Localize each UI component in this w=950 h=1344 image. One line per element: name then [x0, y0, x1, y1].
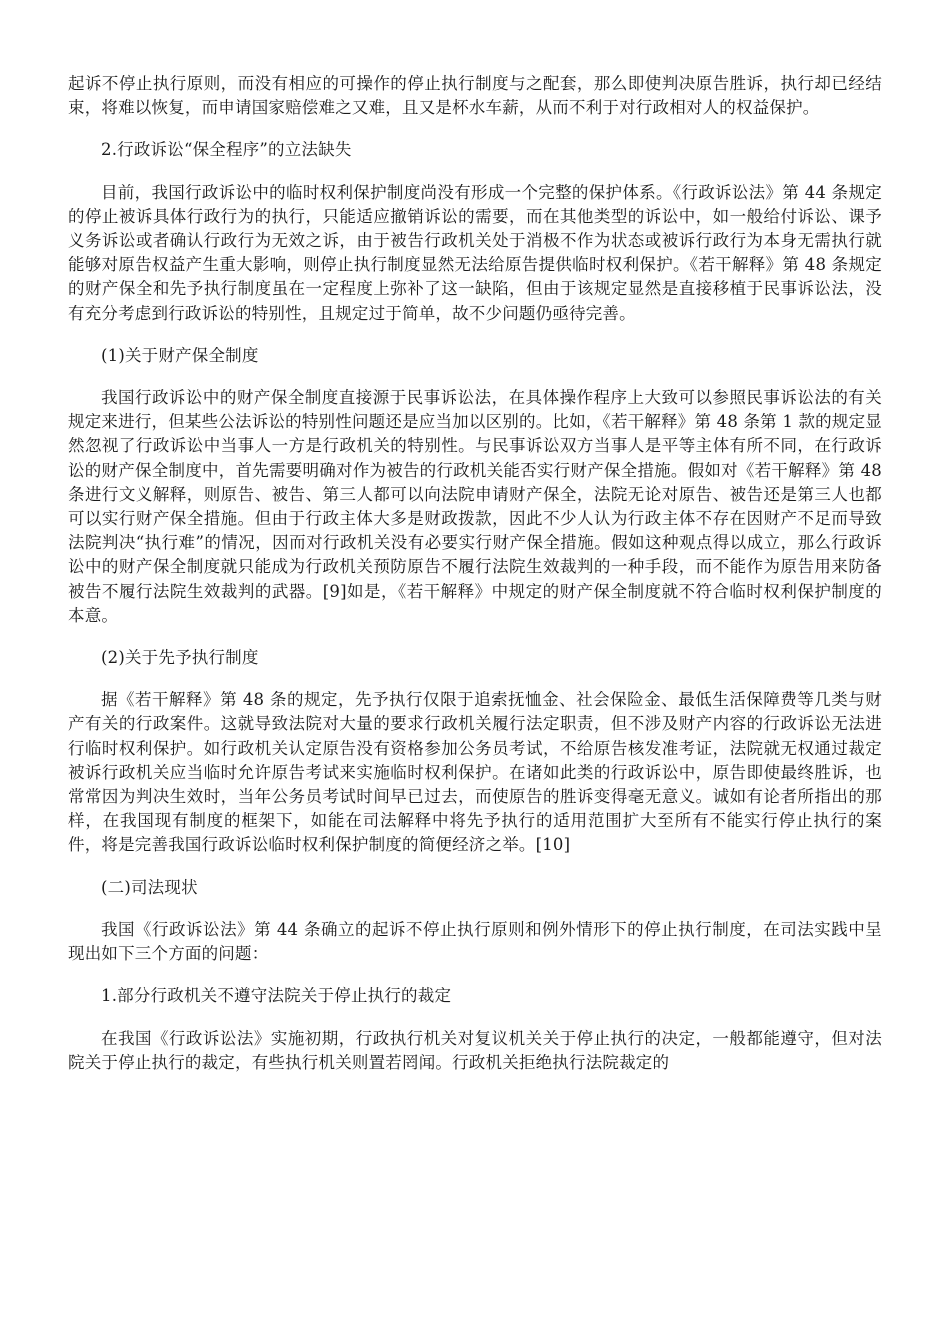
subheading-noncompliance: 1.部分行政机关不遵守法院关于停止执行的裁定	[101, 986, 452, 1006]
subheading-advance-execution: (2)关于先予执行制度	[101, 648, 259, 668]
paragraph-noncompliance: 在我国《行政诉讼法》实施初期，行政执行机关对复议机关关于停止执行的决定，一般都能遵守，但对法院关于停止执行的裁定，有些执行机关则置若罔闻。行政机关拒绝执行法院裁定的	[68, 1028, 882, 1072]
paragraph-temporary-protection: 目前，我国行政诉讼中的临时权利保护制度尚没有形成一个完整的保护体系。《行政诉讼法》第 44 条规定的停止被诉具体行政行为的执行，只能适应撤销诉讼的需要，而在其他类型的诉讼中，如一般给付诉讼、课予义务诉讼或者确认行政行为无效之诉，由于被告行政机关处于消极不作为状态或被诉行政行为本身无需执行就能够对原告权益产生重大影响，则停止执行制度显然无法给原告提供临时权利保护。《若干解释》第 48 条规定的财产保全和先予执行制度虽在一定程度上弥补了这一缺陷，但由于该规定显然是直接移植于民事诉讼法，没有充分考虑到行政诉讼的特别性，且规定过于简单，故不少问题仍亟待完善。	[68, 182, 882, 323]
paragraph-advance-execution: 据《若干解释》第 48 条的规定，先予执行仅限于追索抚恤金、社会保险金、最低生活保障费等几类与财产有关的行政案件。这就导致法院对大量的要求行政机关履行法定职责，但不涉及财产内容的行政诉讼无法进行临时权利保护。如行政机关认定原告没有资格参加公务员考试，不给原告核发准考证，法院就无权通过裁定被诉行政机关应当临时允许原告考试来实施临时权利保护。在诸如此类的行政诉讼中，原告即使最终胜诉，也常常因为判决生效时，当年公务员考试时间早已过去，而使原告的胜诉变得毫无意义。诚如有论者所指出的那样，在我国现有制度的框架下，如能在司法解释中将先予执行的适用范围扩大至所有不能实行停止执行的案件，将是完善我国行政诉讼临时权利保护制度的简便经济之举。[10]	[68, 690, 882, 855]
paragraph-judicial-status: 我国《行政诉讼法》第 44 条确立的起诉不停止执行原则和例外情形下的停止执行制度，在司法实践中呈现出如下三个方面的问题：	[68, 919, 882, 964]
section-heading-2: 2.行政诉讼“保全程序”的立法缺失	[101, 140, 352, 160]
paragraph-intro-continuation: 起诉不停止执行原则，而没有相应的可操作的停止执行制度与之配套，那么即使判决原告胜诉，执行却已经结束，将难以恢复，而申请国家赔偿难之又难，且又是杯水车薪，从而不利于对行政相对人的权益保护。	[68, 74, 882, 118]
section-heading-judicial-status: (二)司法现状	[101, 877, 198, 897]
document-page	[68, 72, 882, 1093]
subheading-property-preservation: (1)关于财产保全制度	[101, 345, 259, 365]
paragraph-property-preservation: 我国行政诉讼中的财产保全制度直接源于民事诉讼法，在具体操作程序上大致可以参照民事诉讼法的有关规定来进行，但某些公法诉讼的特别性问题还是应当加以区别的。比如，《若干解释》第 48 条第 1 款的规定显然忽视了行政诉讼中当事人一方是行政机关的特别性。与民事诉讼双方当事人是平等主体有所不同，在行政诉讼的财产保全制度中，首先需要明确对作为被告的行政机关能否实行财产保全措施。假如对《若干解释》第 48 条进行文义解释，则原告、被告、第三人都可以向法院申请财产保全，法院无论对原告、被告还是第三人也都可以实行财产保全措施。但由于行政主体大多是财政拨款，因此不少人认为行政主体不存在因财产不足而导致法院判决“执行难”的情况，因而对行政机关没有必要实行财产保全措施。假如这种观点得以成立，那么行政诉讼中的财产保全制度就只能成为行政机关预防原告不履行法院生效裁判的一种手段，而不能作为原告用来防备被告不履行法院生效裁判的武器。[9]如是，《若干解释》中规定的财产保全制度就不符合临时权利保护制度的本意。	[68, 388, 882, 625]
